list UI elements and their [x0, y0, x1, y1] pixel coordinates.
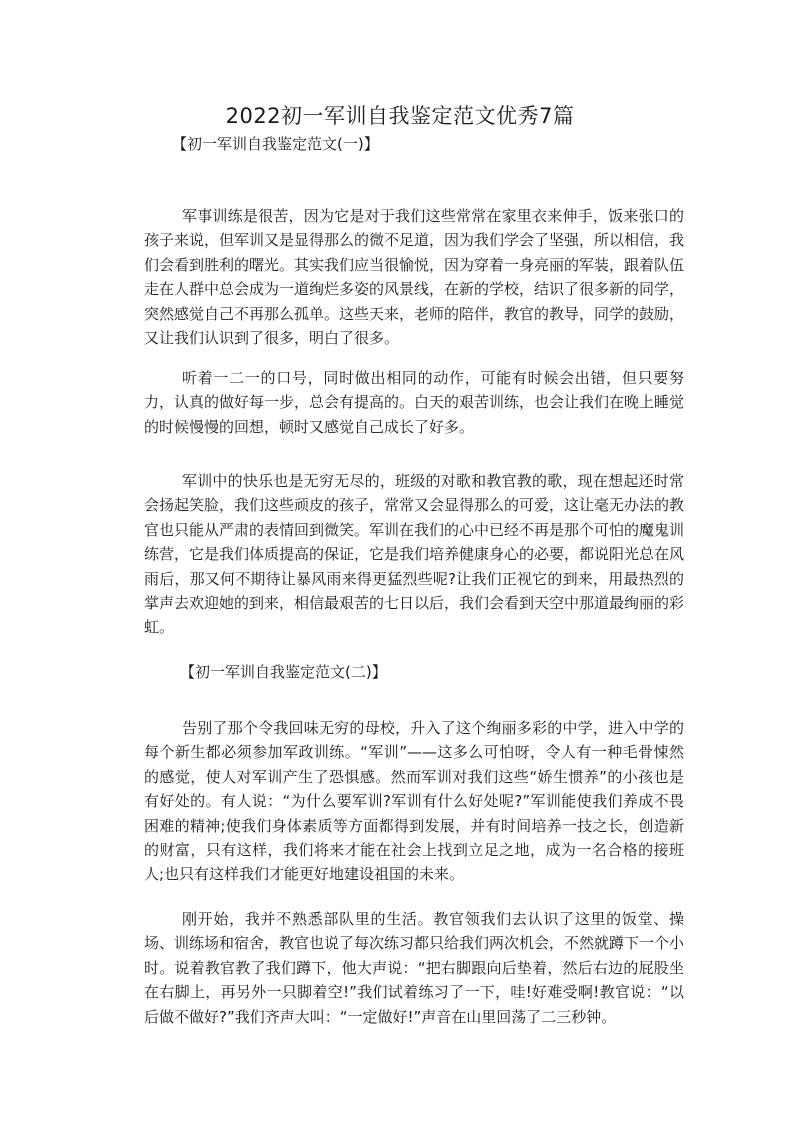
paragraph: 军事训练是很苦，因为它是对于我们这些常常在家里衣来伸手，饭来张口的孩子来说，但军训又是显得那么的微不足道，因为我们学会了坚强，所以相信，我们会看到胜利的曙光。其实我们应当很愉悦，因为穿着一身亮丽的军装，跟着队伍走在人群中总会成为一道绚烂多姿的风景线，在新的学校，结识了很多新的同学，突然感觉自己不再那么孤单。这些天来，老师的陪伴，教官的教导，同学的鼓励，又让我们认识到了很多，明白了很多。 [144, 207, 685, 348]
section-heading-1: 【初一军训自我鉴定范文(一)】 [172, 135, 379, 153]
paragraph: 听着一二一的口号，同时做出相同的动作，可能有时候会出错，但只要努力，认真的做好每一步，总会有提高的。白天的艰苦训练，也会让我们在晚上睡觉的时候慢慢的回想，顿时又感觉自己成长了好多。 [144, 369, 685, 436]
document-title: 2022初一军训自我鉴定范文优秀7篇 [225, 104, 575, 128]
section-heading-2: 【初一军训自我鉴定范文(二)】 [180, 663, 387, 681]
paragraph: 刚开始，我并不熟悉部队里的生活。教官领我们去认识了这里的饭堂、操场、训练场和宿舍，教官也说了每次练习都只给我们两次机会，不然就蹲下一个小时。说着教官教了我们蹲下，他大声说：“把右脚跟向后垫着，然后右边的屁股坐在右脚上，再另外一只脚着空!”我们试着练习了一下，哇!好难受啊!教官说：“以后做不做好?”我们齐声大叫：“一定做好!”声音在山里回荡了二三秒钟。 [144, 910, 685, 1026]
paragraph: 军训中的快乐也是无穷无尽的，班级的对歌和教官教的歌，现在想起还时常会扬起笑脸，我们这些顽皮的孩子，常常又会显得那么的可爱，这让毫无办法的教官也只能从严肃的表情回到微笑。军训在我们的心中已经不再是那个可怕的魔鬼训练营，它是我们体质提高的保证，它是我们培养健康身心的必要，都说阳光总在风雨后，那又何不期待让暴风雨来得更猛烈些呢?让我们正视它的到来，用最热烈的掌声去欢迎她的到来，相信最艰苦的七日以后，我们会看到天空中那道最绚丽的彩虹。 [144, 472, 685, 637]
paragraph: 告别了那个令我回味无穷的母校，升入了这个绚丽多彩的中学，进入中学的每个新生都必须参加军政训练。“军训”——这多么可怕呀，令人有一种毛骨悚然的感觉，使人对军训产生了恐惧感。然而军训对我们这些“娇生惯养”的小孩也是有好处的。有人说：“为什么要军训?军训有什么好处呢?”军训能使我们养成不畏困难的精神;使我们身体素质等方面都得到发展，并有时间培养一技之长，创造新的财富，只有这样，我们将来才能在社会上找到立足之地，成为一名合格的接班人;也只有这样我们才能更好地建设祖国的未来。 [144, 719, 684, 884]
